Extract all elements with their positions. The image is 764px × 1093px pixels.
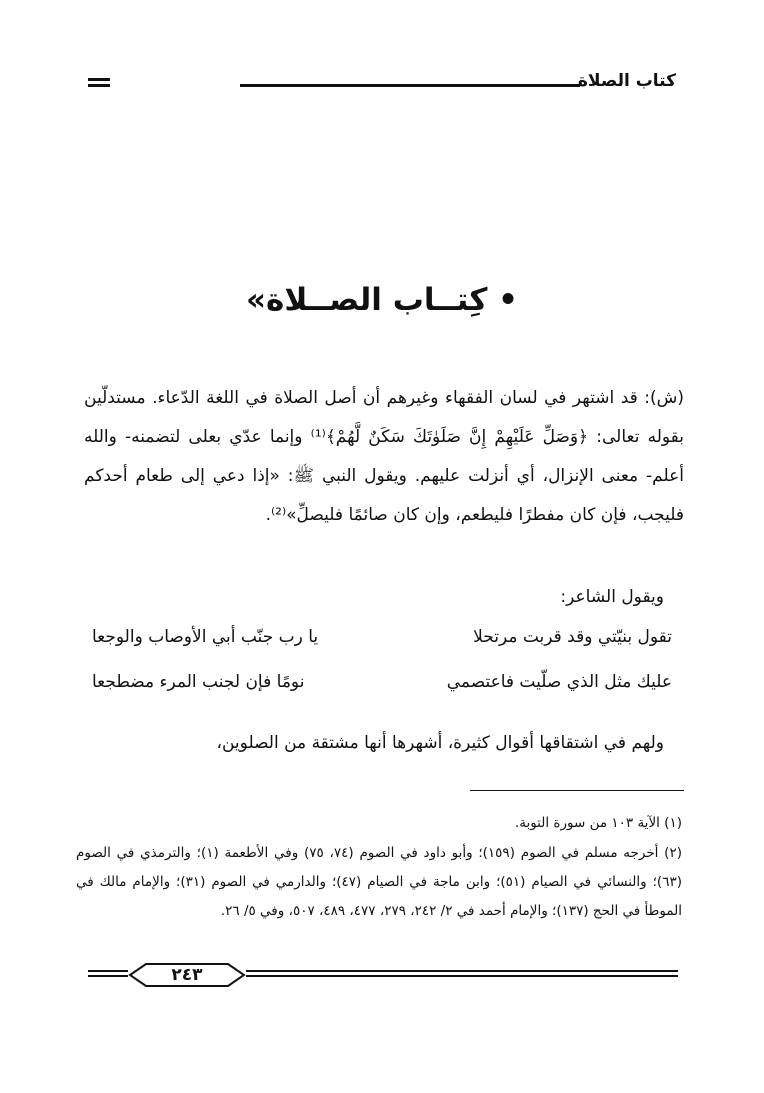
- page-footer: [88, 962, 678, 988]
- page-number: ٢٤٣: [171, 965, 203, 985]
- header-rule: [240, 84, 580, 87]
- body-paragraph-1: (ش): قد اشتهر في لسان الفقهاء وغيرهم أن أصل الصلاة في اللغة الدّعاء. مستدلّين بقوله تعالى: ﴿وَصَلِّ عَلَيْهِمْ إِنَّ صَلَوٰتَكَ سَكَنٌ لَّهُمْ﴾⁽¹⁾ وإنما عدّي بعلى لتضمنه- والله أعلم- معنى الإنزال، أي أنزلت عليهم. ويقول النبي ﷺ: «إذا دعي إلى طعام أحدكم فليجب، فإن كان مفطرًا فليطعم، وإن كان صائمًا فليصلِّ»⁽²⁾.: [84, 388, 684, 525]
- footnote-2: (٢) أخرجه مسلم في الصوم (١٥٩)؛ وأبو داود في الصوم (٧٤، ٧٥) وفي الأطعمة (١)؛ والترمذي في الصوم (٦٣)؛ والنسائي في الصيام (٥١)؛ وابن ماجة في الصيام (٤٧)؛ والدارمي في الصوم (٣١)؛ والإمام مالك في الموطأ في الحج (١٣٧)؛ والإمام أحمد في ٢/ ٢٤٢، ٢٧٩، ٤٧٧، ٤٨٩، ٥٠٧، وفي ٥/ ٢٦.: [76, 845, 682, 919]
- verse-line-2: [92, 662, 672, 702]
- running-header-title: كتاب الصلاة: [577, 71, 676, 91]
- verse-line-1: [92, 617, 672, 657]
- poet-intro: ويقول الشاعر:: [560, 587, 664, 607]
- verse-1-second-hemistich: يا رب جنّب أبي الأوصاب والوجعا: [92, 627, 319, 647]
- running-header: [88, 70, 676, 94]
- verse-1-first-hemistich: تقول بنيّتي وقد قربت مرتحلا: [473, 627, 672, 647]
- footnote-1: (١) الآية ١٠٣ من سورة التوبة.: [514, 815, 682, 831]
- verse-2-first-hemistich: عليك مثل الذي صلّيت فاعتصمي: [446, 672, 672, 692]
- page-number-badge: [128, 962, 246, 988]
- footnote-separator: [470, 790, 684, 791]
- body-paragraph-3: ولهم في اشتقاقها أقوال كثيرة، أشهرها أنها مشتقة من الصلوين،: [216, 733, 664, 753]
- chapter-title: • كِتــاب الصــلاة»: [246, 282, 518, 318]
- verse-2-second-hemistich: نومًا فإن لجنب المرء مضطجعا: [92, 672, 305, 692]
- header-double-bar-ornament: [88, 78, 110, 87]
